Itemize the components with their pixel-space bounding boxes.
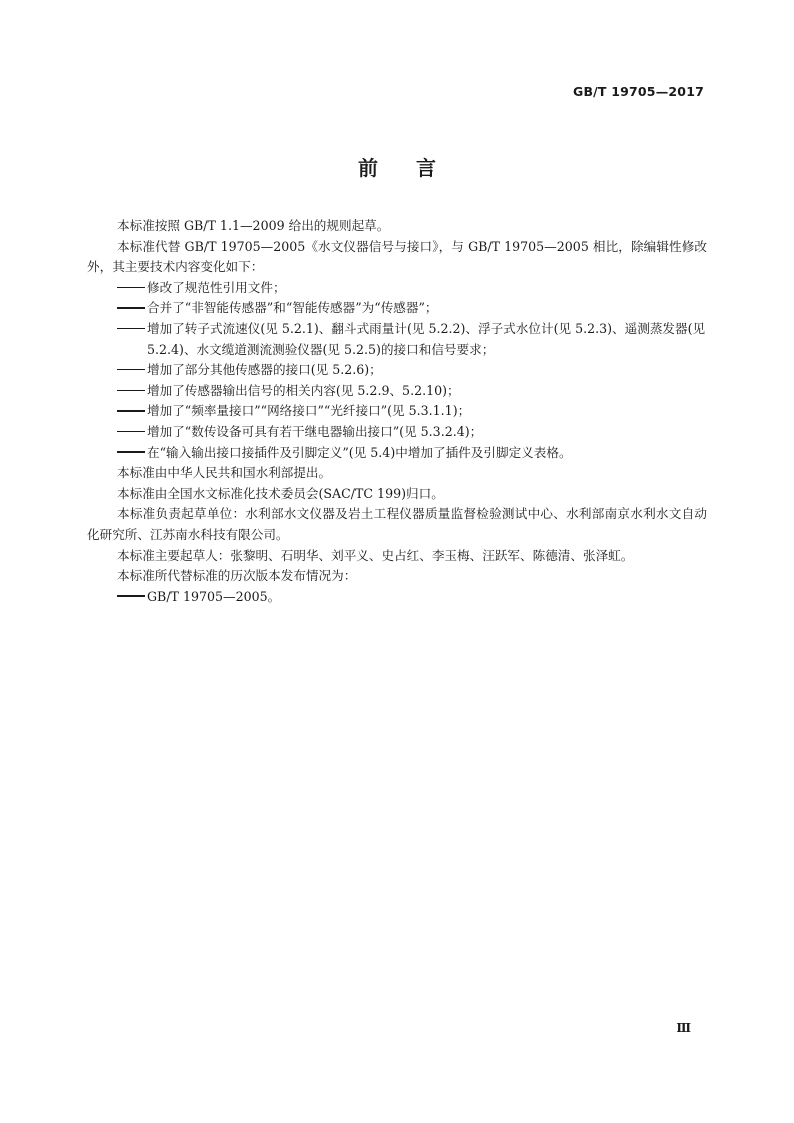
dash-mark bbox=[117, 360, 147, 381]
change-item-text: 合并了“非智能传感器”和“智能传感器”为“传感器”； bbox=[147, 300, 438, 316]
previous-edition-text: GB/T 19705—2005。 bbox=[147, 588, 281, 604]
dash-mark bbox=[117, 319, 147, 340]
paragraph-drafting-units: 本标准负责起草单位：水利部水文仪器及岩土工程仪器质量监督检验测试中心、水利部南京水利水文自动化研究所、江苏南水科技有限公司。 bbox=[87, 506, 707, 542]
page-title: 前言 bbox=[358, 156, 474, 180]
change-item bbox=[87, 401, 707, 422]
paragraph-committee: 本标准由全国水文标准化技术委员会(SAC/TC 199)归口。 bbox=[117, 485, 444, 501]
change-item bbox=[87, 319, 707, 360]
change-item-text: 增加了传感器输出信号的相关内容(见 5.2.9、5.2.10)； bbox=[147, 382, 460, 398]
change-item-text: 增加了“频率量接口”“网络接口”“光纤接口”(见 5.3.1.1)； bbox=[147, 403, 471, 419]
change-item bbox=[87, 422, 707, 443]
dash-mark bbox=[117, 298, 147, 319]
paragraph-replacement: 本标准代替 GB/T 19705—2005《水文仪器信号与接口》，与 GB/T 19705—2005 相比，除编辑性修改外，其主要技术内容变化如下： bbox=[87, 238, 707, 275]
change-item-text: 修改了规范性引用文件； bbox=[147, 279, 286, 295]
dash-mark bbox=[117, 401, 147, 422]
change-item bbox=[87, 381, 707, 402]
change-item-text: 增加了“数传设备可具有若干继电器输出接口”(见 5.3.2.4)； bbox=[147, 423, 483, 439]
paragraph-proposer: 本标准由中华人民共和国水利部提出。 bbox=[117, 465, 332, 481]
dash-mark bbox=[117, 587, 147, 608]
standard-number: GB/T 19705—2017 bbox=[572, 84, 704, 99]
dash-mark bbox=[117, 381, 147, 402]
change-item bbox=[87, 360, 707, 381]
dash-mark bbox=[117, 278, 147, 299]
paragraph-drafters: 本标准主要起草人：张黎明、石明华、刘平义、史占红、李玉梅、汪跃军、陈德清、张泽虹。 bbox=[117, 547, 634, 563]
page-number: Ⅲ bbox=[676, 1021, 691, 1035]
change-item bbox=[87, 278, 707, 299]
dash-mark bbox=[117, 443, 147, 464]
change-item-text: 在“输入输出接口接插件及引脚定义”(见 5.4)中增加了插件及引脚定义表格。 bbox=[147, 444, 572, 460]
paragraph-previous-editions: 本标准所代替标准的历次版本发布情况为： bbox=[117, 568, 357, 584]
paragraph-drafting-rules: 本标准按照 GB/T 1.1—2009 给出的规则起草。 bbox=[117, 218, 390, 233]
change-item bbox=[87, 443, 707, 464]
dash-mark bbox=[117, 422, 147, 443]
foreword-body bbox=[87, 216, 707, 607]
change-item-text: 增加了转子式流速仪(见 5.2.1)、翻斗式雨量计(见 5.2.2)、浮子式水位计(见 5.2.3)、遥测蒸发器(见 5.2.4)、水文缆道测流测验仪器(见 5.2.5)的接口和信号要求； bbox=[147, 320, 706, 357]
change-item bbox=[87, 298, 707, 319]
previous-edition-item bbox=[87, 587, 707, 608]
change-item-text: 增加了部分其他传感器的接口(见 5.2.6)； bbox=[147, 362, 382, 378]
